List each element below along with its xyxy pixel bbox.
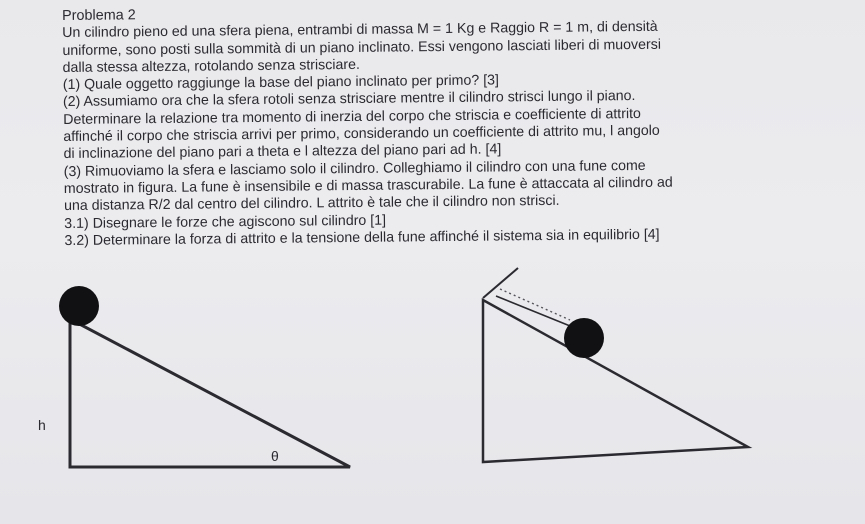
text-line-10: mostrato in figura. La fune è insensibile e di massa trascurabile. La fune è attaccata al cilindro ad bbox=[63, 174, 673, 197]
text-line-2: uniforme, sono posti sulla sommità di un piano inclinato. Essi vengono lasciati liberi di muoversi bbox=[62, 36, 662, 59]
left-figure bbox=[38, 286, 350, 467]
right-cylinder bbox=[564, 318, 604, 358]
text-line-12: 3.1) Disegnare le forze che agiscono sul cilindro [1] bbox=[64, 212, 387, 232]
angle-label: θ bbox=[271, 448, 279, 464]
text-line-8: di inclinazione del piano pari a theta e l altezza del piano pari ad h. [4] bbox=[63, 141, 502, 163]
text-line-3: dalla stessa altezza, rotolando senza strisciare. bbox=[62, 56, 361, 76]
text-line-13: 3.2) Determinare la forza di attrito e la tensione della fune affinché il sistema sia in equilibrio [4] bbox=[64, 226, 660, 249]
left-incline-triangle bbox=[70, 319, 350, 467]
left-ball bbox=[59, 286, 99, 326]
right-incline-triangle bbox=[483, 300, 748, 462]
text-line-11: una distanza R/2 dal centro del cilindro. L attrito è tale che il cilindro non strisci. bbox=[63, 193, 560, 215]
height-label: h bbox=[38, 417, 46, 433]
text-line-4: (1) Quale oggetto raggiunge la base del piano inclinato per primo? [3] bbox=[62, 72, 500, 94]
text-line-6: Determinare la relazione tra momento di inerzia del corpo che striscia e coefficiente di attrito bbox=[63, 105, 641, 128]
text-line-5: (2) Assumiamo ora che la sfera rotoli senza strisciare mentre il cilindro strisci lungo il piano. bbox=[62, 88, 636, 111]
text-line-9: (3) Rimuoviamo la sfera e lasciamo solo il cilindro. Colleghiamo il cilindro con una fune come bbox=[63, 157, 646, 180]
right-wall-extension bbox=[483, 268, 518, 298]
text-line-1: Un cilindro pieno ed una sfera piena, entrambi di massa M = 1 Kg e Raggio R = 1 m, di densità bbox=[62, 19, 658, 42]
right-figure bbox=[483, 268, 748, 462]
problem-title: Problema 2 bbox=[62, 7, 136, 24]
text-line-7: affinché il corpo che striscia arrivi per primo, considerando un coefficiente di attrito mu, l angolo bbox=[63, 122, 660, 146]
